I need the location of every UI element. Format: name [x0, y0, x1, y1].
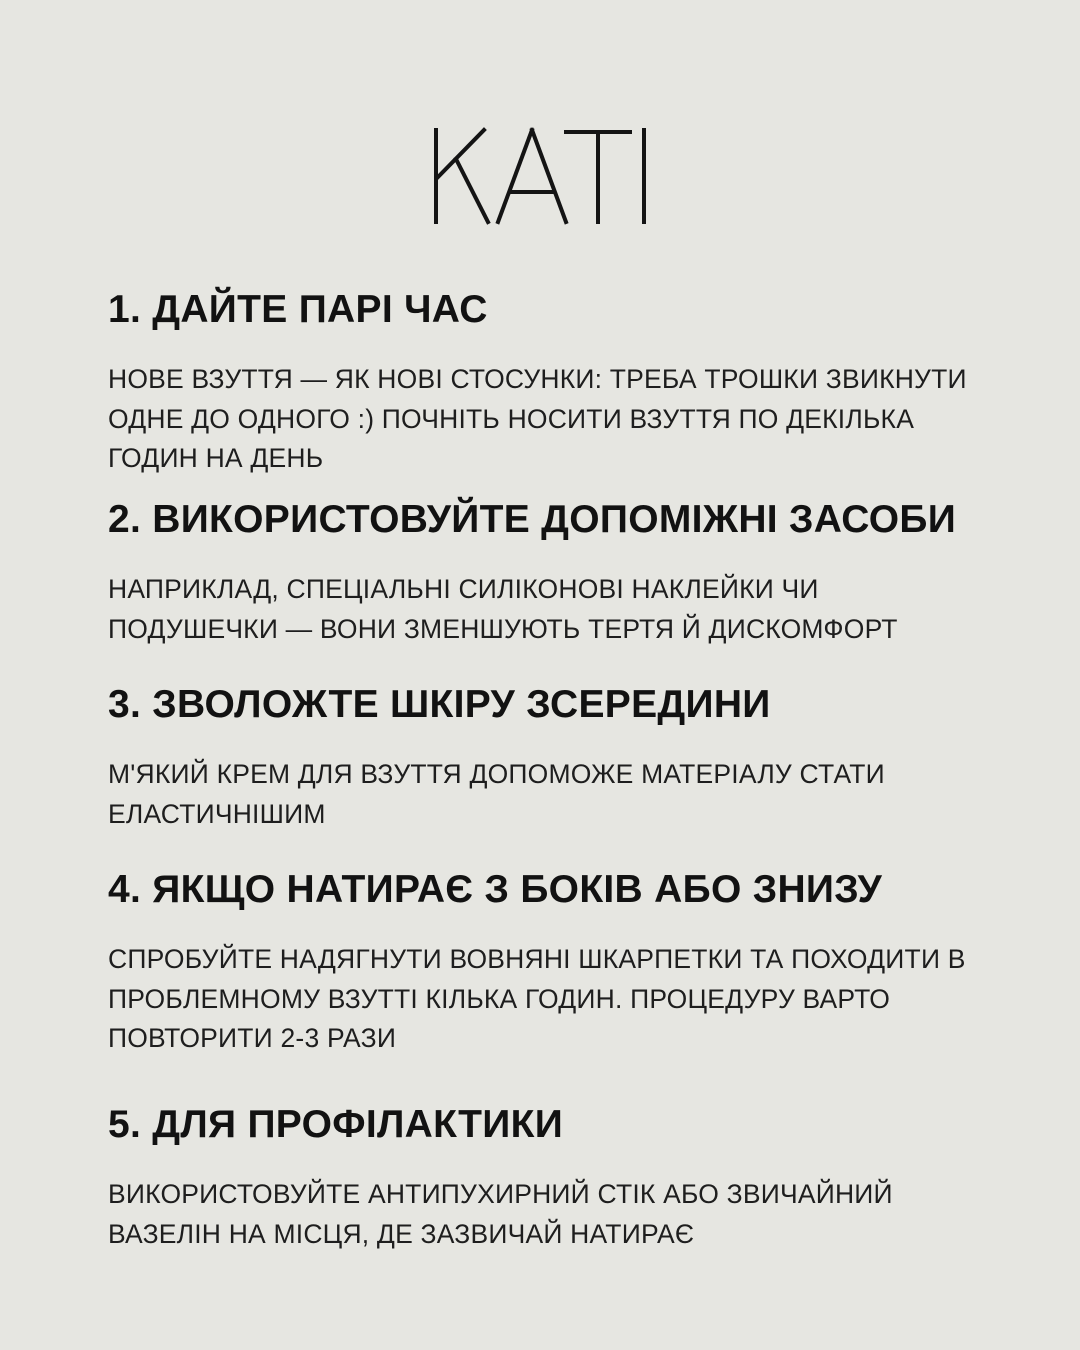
tip-body: М'ЯКИЙ КРЕМ ДЛЯ ВЗУТТЯ ДОПОМОЖЕ МАТЕРІАЛУ СТАТИ ЕЛАСТИЧНІШИМ [108, 759, 885, 829]
tip-body: НОВЕ ВЗУТТЯ — ЯК НОВІ СТОСУНКИ: ТРЕБА ТРОШКИ ЗВИКНУТИ ОДНЕ ДО ОДНОГО :) ПОЧНІТЬ НОСИТИ ВЗУТТЯ ПО ДЕКІЛЬКА ГОДИН НА ДЕНЬ [108, 364, 967, 473]
tip-body: НАПРИКЛАД, СПЕЦІАЛЬНІ СИЛІКОНОВІ НАКЛЕЙКИ ЧИ ПОДУШЕЧКИ — ВОНИ ЗМЕНШУЮТЬ ТЕРТЯ Й ДИСКОМФОРТ [108, 574, 898, 644]
tip-heading: 4. ЯКЩО НАТИРАЄ З БОКІВ АБО ЗНИЗУ [108, 868, 883, 911]
tip-heading: 2. ВИКОРИСТОВУЙТЕ ДОПОМІЖНІ ЗАСОБИ [108, 498, 957, 541]
brand-logo [0, 118, 1080, 233]
tip-section [108, 286, 988, 479]
brand-logo-wordmark [420, 118, 660, 233]
tip-heading: 5. ДЛЯ ПРОФІЛАКТИКИ [108, 1103, 564, 1146]
tip-heading: 1. ДАЙТЕ ПАРІ ЧАС [108, 288, 488, 331]
tip-heading: 3. ЗВОЛОЖТЕ ШКІРУ ЗСЕРЕДИНИ [108, 683, 771, 726]
tip-section [108, 866, 988, 1059]
tip-body: ВИКОРИСТОВУЙТЕ АНТИПУХИРНИЙ СТІК АБО ЗВИЧАЙНИЙ ВАЗЕЛІН НА МІСЦЯ, ДЕ ЗАЗВИЧАЙ НАТИРАЄ [108, 1179, 893, 1249]
tip-body: СПРОБУЙТЕ НАДЯГНУТИ ВОВНЯНІ ШКАРПЕТКИ ТА ПОХОДИТИ В ПРОБЛЕМНОМУ ВЗУТТІ КІЛЬКА ГОДИН. ПРОЦЕДУРУ ВАРТО ПОВТОРИТИ 2-3 РАЗИ [108, 944, 966, 1053]
tip-section [108, 496, 988, 649]
tip-section [108, 681, 988, 834]
tip-section [108, 1101, 988, 1254]
